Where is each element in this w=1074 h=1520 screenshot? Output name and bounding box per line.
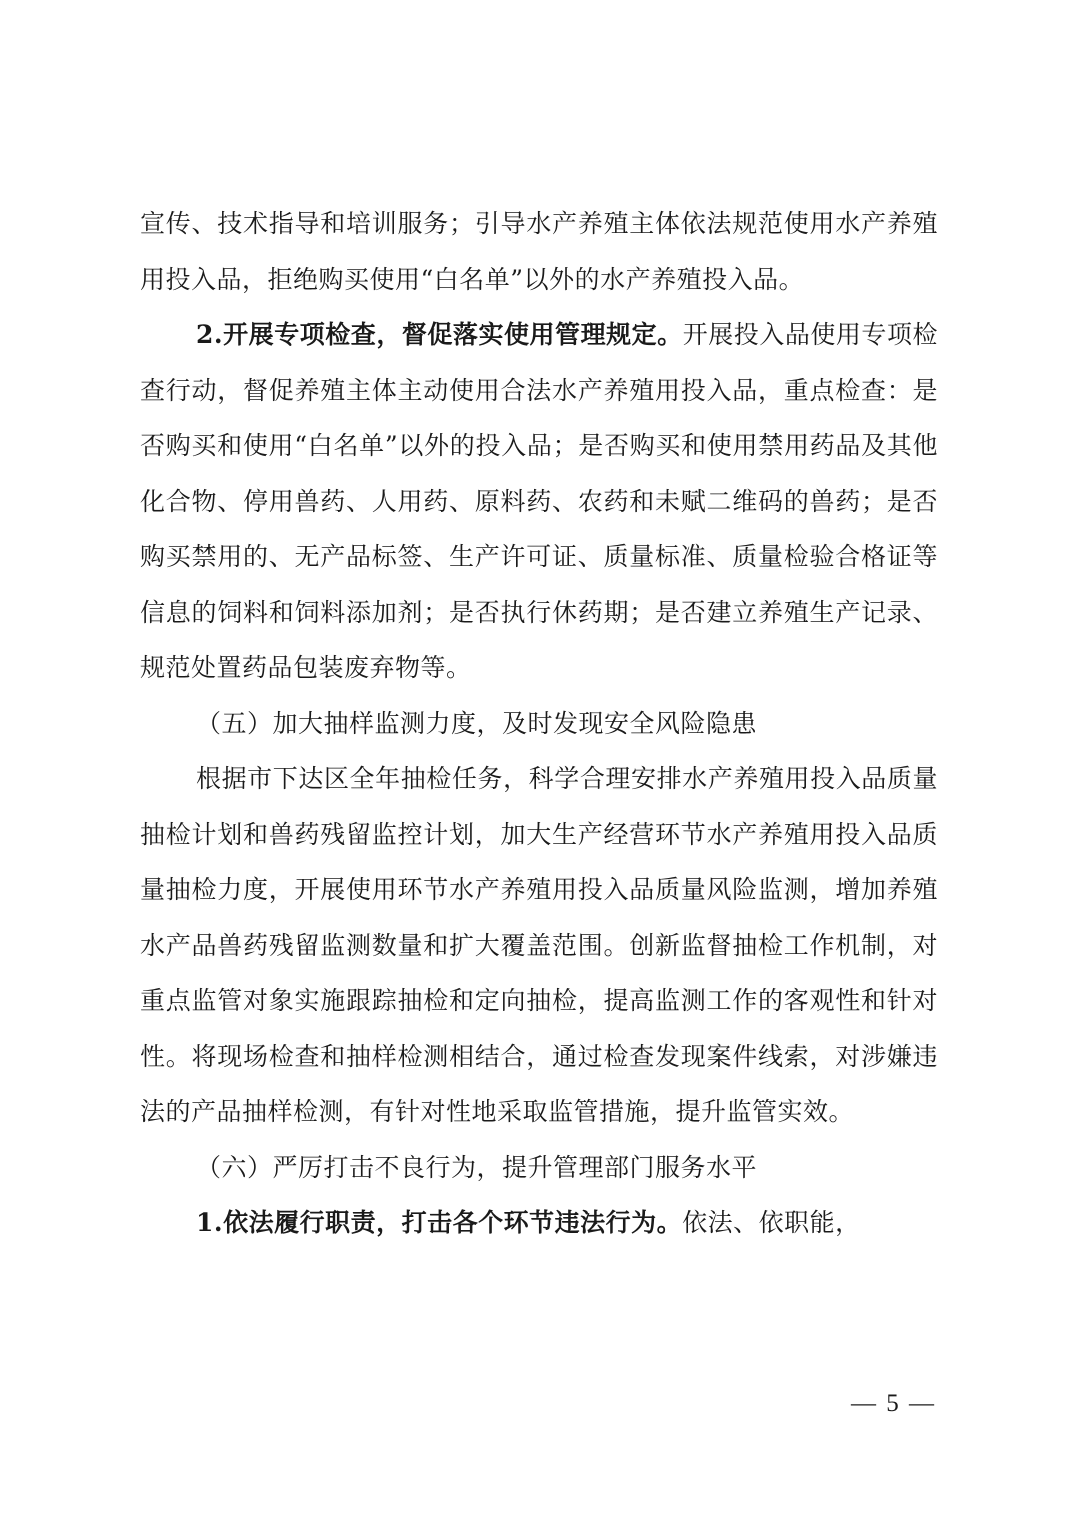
paragraph-sampling-monitoring: 根据市下达区全年抽检任务，科学合理安排水产养殖用投入品质量抽检计划和兽药残留监控计划，加大生产经营环节水产养殖用投入品质量抽检力度，开展使用环节水产养殖用投入品质量风险监测，增加养殖水产品兽药残留监测数量和扩大覆盖范围。创新监督抽检工作机制，对重点监管对象实施跟踪抽检和定向抽检，提高监测工作的客观性和针对性。将现场检查和抽样检测相结合，通过检查发现案件线索，对涉嫌违法的产品抽样检测，有针对性地采取监管措施，提升监管实效。 — [140, 764, 938, 1126]
paragraph-continued: 宣传、技术指导和培训服务；引导水产养殖主体依法规范使用水产养殖用投入品，拒绝购买使用“白名单”以外的水产养殖投入品。 — [140, 209, 938, 294]
paragraph-enforcement — [140, 1195, 938, 1251]
paragraph-lead-bold: 1.依法履行职责，打击各个环节违法行为。 — [196, 1208, 683, 1237]
section-heading-5: （五）加大抽样监测力度，及时发现安全风险隐患 — [196, 708, 758, 738]
paragraph-body-text: 依法、依职能， — [682, 1208, 861, 1237]
document-body — [140, 196, 938, 1251]
paragraph-lead-bold: 2.开展专项检查，督促落实使用管理规定。 — [196, 320, 683, 349]
section-heading-6: （六）严厉打击不良行为，提升管理部门服务水平 — [196, 1152, 758, 1182]
paragraph-body-text: 开展投入品使用专项检查行动，督促养殖主体主动使用合法水产养殖用投入品，重点检查：是否购买和使用“白名单”以外的投入品；是否购买和使用禁用药品及其他化合物、停用兽药、人用药、原料药、农药和未赋二维码的兽药；是否购买禁用的、无产品标签、生产许可证、质量标准、质量检验合格证等信息的饲料和饲料添加剂；是否执行休药期；是否建立养殖生产记录、规范处置药品包装废弃物等。 — [140, 320, 938, 682]
paragraph-special-inspection — [140, 307, 938, 696]
page-number: — 5 — — [851, 1390, 936, 1417]
